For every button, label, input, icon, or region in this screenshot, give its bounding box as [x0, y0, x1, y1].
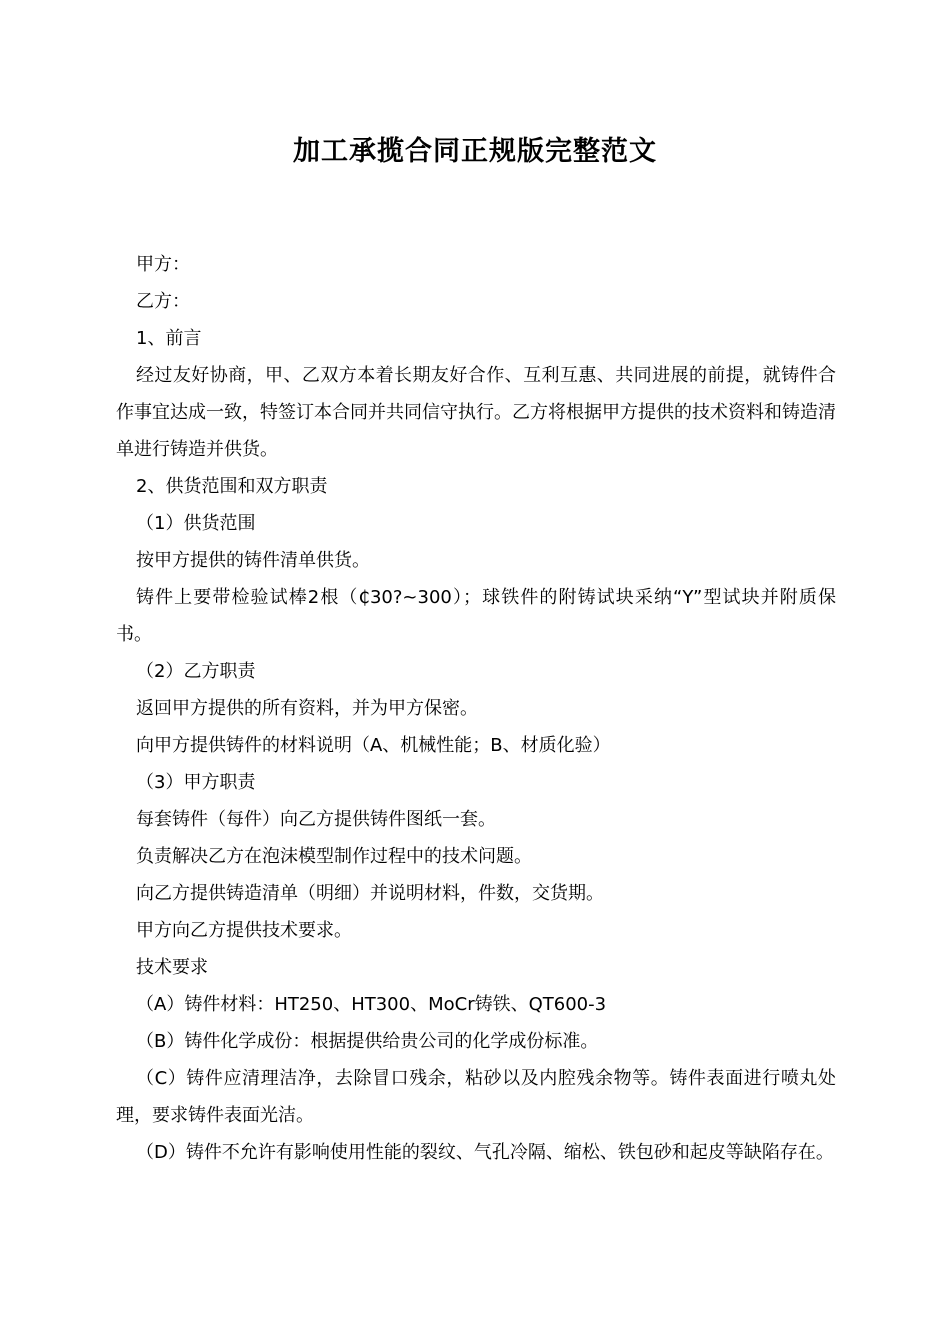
paragraph: 向甲方提供铸件的材料说明（A、机械性能；B、材质化验） [136, 735, 611, 756]
requirement-item: （D）铸件不允许有影响使用性能的裂纹、气孔冷隔、缩松、铁包砂和起皮等缺陷存在。 [136, 1142, 834, 1163]
party-a-line: 甲方： [136, 254, 190, 275]
paragraph: 甲方向乙方提供技术要求。 [136, 920, 352, 941]
requirement-item: （C）铸件应清理洁净，去除冒口残余，粘砂以及内腔残余物等。铸件表面进行喷丸处理，要求铸件表面光洁。 [116, 1068, 836, 1126]
subheading-party-b-duties: （2）乙方职责 [136, 661, 256, 682]
paragraph: 向乙方提供铸造清单（明细）并说明材料，件数，交货期。 [136, 883, 604, 904]
requirement-item: （A）铸件材料：HT250、HT300、MoCr铸铁、QT600-3 [136, 994, 607, 1015]
subheading-supply-scope: （1）供货范围 [136, 513, 256, 534]
requirement-item: （B）铸件化学成份：根据提供给贵公司的化学成份标准。 [136, 1031, 599, 1052]
paragraph: 返回甲方提供的所有资料，并为甲方保密。 [136, 698, 478, 719]
subheading-technical-requirements: 技术要求 [136, 957, 208, 978]
document-title: 加工承揽合同正规版完整范文 [293, 136, 657, 167]
paragraph: 负责解决乙方在泡沫模型制作过程中的技术问题。 [136, 846, 532, 867]
subheading-party-a-duties: （3）甲方职责 [136, 772, 256, 793]
paragraph: 每套铸件（每件）向乙方提供铸件图纸一套。 [136, 809, 496, 830]
section-heading-preface: 1、前言 [136, 328, 202, 349]
party-b-line: 乙方： [136, 291, 190, 312]
preface-paragraph: 经过友好协商，甲、乙双方本着长期友好合作、互利互惠、共同进展的前提，就铸件合作事宜达成一致，特签订本合同并共同信守执行。乙方将根据甲方提供的技术资料和铸造清单进行铸造并供货。 [116, 365, 836, 460]
section-heading-scope: 2、供货范围和双方职责 [136, 476, 328, 497]
paragraph: 铸件上要带检验试棒2根（₵30?~300）；球铁件的附铸试块采纳“Y”型试块并附质保书。 [116, 587, 836, 645]
paragraph: 按甲方提供的铸件清单供货。 [136, 550, 370, 571]
document-body [116, 246, 836, 1171]
